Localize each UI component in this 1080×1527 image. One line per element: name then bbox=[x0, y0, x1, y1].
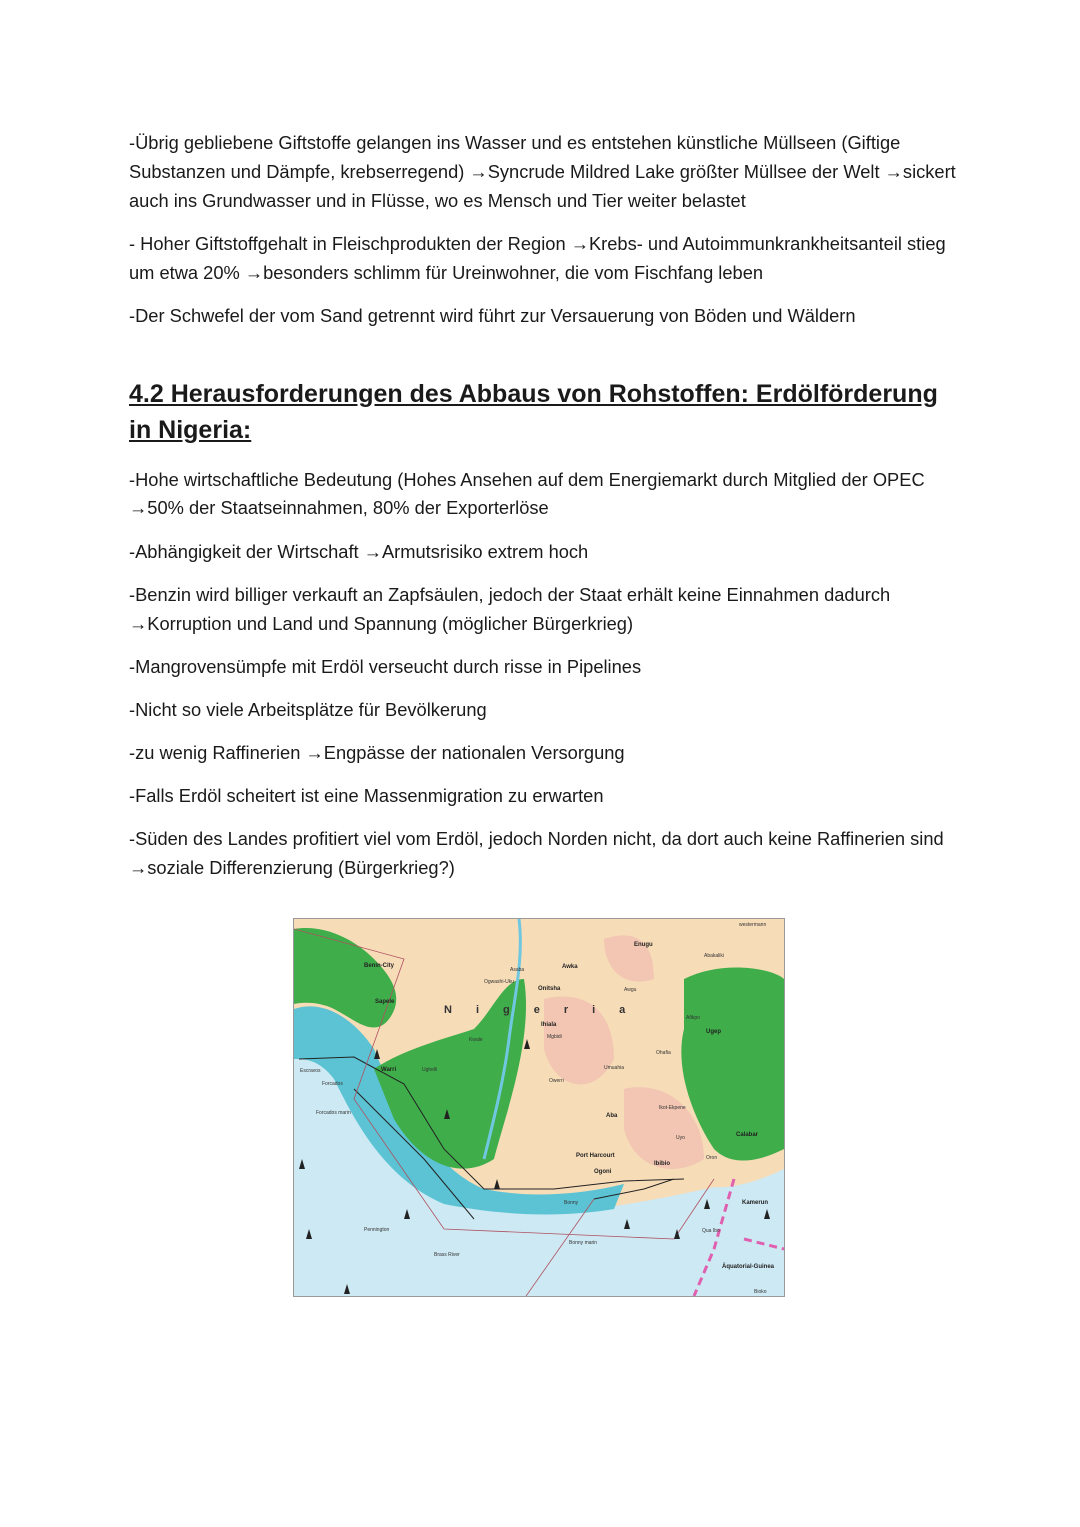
svg-text:Abakaliki: Abakaliki bbox=[704, 953, 725, 960]
paragraph-mangroves: -Mangrovensümpfe mit Erdöl verseucht durch risse in Pipelines bbox=[129, 655, 642, 677]
svg-text:Owerri: Owerri bbox=[549, 1078, 564, 1085]
svg-text:Enugu: Enugu bbox=[634, 942, 653, 949]
svg-text:Qua Ibo: Qua Ibo bbox=[702, 1228, 720, 1235]
svg-text:Ibibio: Ibibio bbox=[654, 1161, 670, 1168]
svg-text:Kwale: Kwale bbox=[469, 1037, 483, 1044]
svg-text:Onitsha: Onitsha bbox=[538, 986, 561, 993]
svg-text:Aba: Aba bbox=[606, 1113, 618, 1120]
svg-text:Afikpo: Afikpo bbox=[686, 1015, 700, 1022]
map-label-country: Nigeria bbox=[444, 1004, 650, 1017]
svg-text:Umuahia: Umuahia bbox=[604, 1065, 625, 1072]
svg-text:Bonny: Bonny bbox=[564, 1200, 579, 1207]
paragraph-dependency: -Abhängigkeit der Wirtschaft →Armutsrisiko extrem hoch bbox=[129, 540, 589, 562]
svg-text:Asaba: Asaba bbox=[510, 967, 525, 974]
svg-text:Awgu: Awgu bbox=[624, 987, 637, 994]
svg-text:Awka: Awka bbox=[562, 964, 578, 971]
paragraph-sulfur: -Der Schwefel der vom Sand getrennt wird führt zur Versauerung von Böden und Wäldern bbox=[129, 304, 856, 326]
svg-text:Kamerun: Kamerun bbox=[742, 1200, 769, 1207]
svg-text:Port Harcourt: Port Harcourt bbox=[576, 1153, 615, 1160]
svg-text:Pennington: Pennington bbox=[364, 1227, 390, 1234]
svg-text:Ihiala: Ihiala bbox=[541, 1022, 557, 1029]
paragraph-migration: -Falls Erdöl scheitert ist eine Massenmigration zu erwarten bbox=[129, 785, 604, 807]
svg-text:Sapele: Sapele bbox=[375, 999, 395, 1006]
svg-text:Äquatorial-Guinea: Äquatorial-Guinea bbox=[722, 1264, 775, 1271]
svg-text:Mgbidi: Mgbidi bbox=[547, 1034, 562, 1041]
svg-text:Bioko: Bioko bbox=[754, 1289, 767, 1296]
svg-text:Escravos: Escravos bbox=[300, 1068, 321, 1075]
map-publisher: westermann bbox=[739, 922, 767, 929]
paragraph-jobs: -Nicht so viele Arbeitsplätze für Bevölkerung bbox=[129, 698, 487, 720]
svg-text:Ughelli: Ughelli bbox=[422, 1067, 438, 1074]
svg-text:Ogoni: Ogoni bbox=[594, 1169, 612, 1176]
svg-text:Bonny marin: Bonny marin bbox=[569, 1240, 598, 1247]
section-heading: 4.2 Herausforderungen des Abbaus von Rohstoffen: Erdölförderung in Nigeria: bbox=[129, 379, 938, 444]
svg-text:Ikot-Ekpene: Ikot-Ekpene bbox=[659, 1105, 686, 1112]
paragraph-meat-toxins: - Hoher Giftstoffgehalt in Fleischprodukten der Region →Krebs- und Autoimmunkrankheitsanteil stieg um etwa 20% →besonders schlimm für Ureinwohner, die vom Fischfang leben bbox=[129, 232, 946, 283]
map-graphic bbox=[294, 919, 784, 1296]
svg-text:Ogwashi-Uku: Ogwashi-Uku bbox=[484, 979, 515, 986]
svg-text:Warri: Warri bbox=[381, 1067, 397, 1074]
svg-text:Ugep: Ugep bbox=[706, 1029, 721, 1036]
paragraph-toxic-lakes: -Übrig gebliebene Giftstoffe gelangen ins Wasser und es entstehen künstliche Müllseen (Giftige Substanzen und Dämpfe, krebserregend) →Syncrude Mildred Lake größter Müllsee der Welt →sickert auch ins Grundwasser und in Flüsse, wo es Mensch und Tier weiter belastet bbox=[129, 132, 956, 211]
svg-text:Benin-City: Benin-City bbox=[364, 963, 394, 970]
paragraph-economic-importance: -Hohe wirtschaftliche Bedeutung (Hohes Ansehen auf dem Energiemarkt durch Mitglied der OPEC →50% der Staatseinnahmen, 80% der Exporterlöse bbox=[129, 468, 925, 519]
svg-text:Calabar: Calabar bbox=[736, 1132, 759, 1139]
paragraph-refineries: -zu wenig Raffinerien →Engpässe der nationalen Versorgung bbox=[129, 742, 625, 764]
svg-text:Oron: Oron bbox=[706, 1155, 718, 1162]
paragraph-south-north: -Süden des Landes profitiert viel vom Erdöl, jedoch Norden nicht, da dort auch keine Raffinerien sind →soziale Differenzierung (Bürgerkrieg?) bbox=[129, 828, 944, 879]
paragraph-fuel-corruption: -Benzin wird billiger verkauft an Zapfsäulen, jedoch der Staat erhält keine Einnahmen dadurch →Korruption und Land und Spannung (möglicher Bürgerkrieg) bbox=[129, 583, 891, 634]
svg-text:Forcados: Forcados bbox=[322, 1081, 343, 1088]
svg-text:Brass River: Brass River bbox=[434, 1252, 460, 1259]
svg-text:Ohafia: Ohafia bbox=[656, 1050, 671, 1057]
svg-text:Uyo: Uyo bbox=[676, 1135, 685, 1142]
niger-delta-map bbox=[293, 918, 785, 1297]
svg-text:Forcados marin: Forcados marin bbox=[316, 1110, 351, 1117]
